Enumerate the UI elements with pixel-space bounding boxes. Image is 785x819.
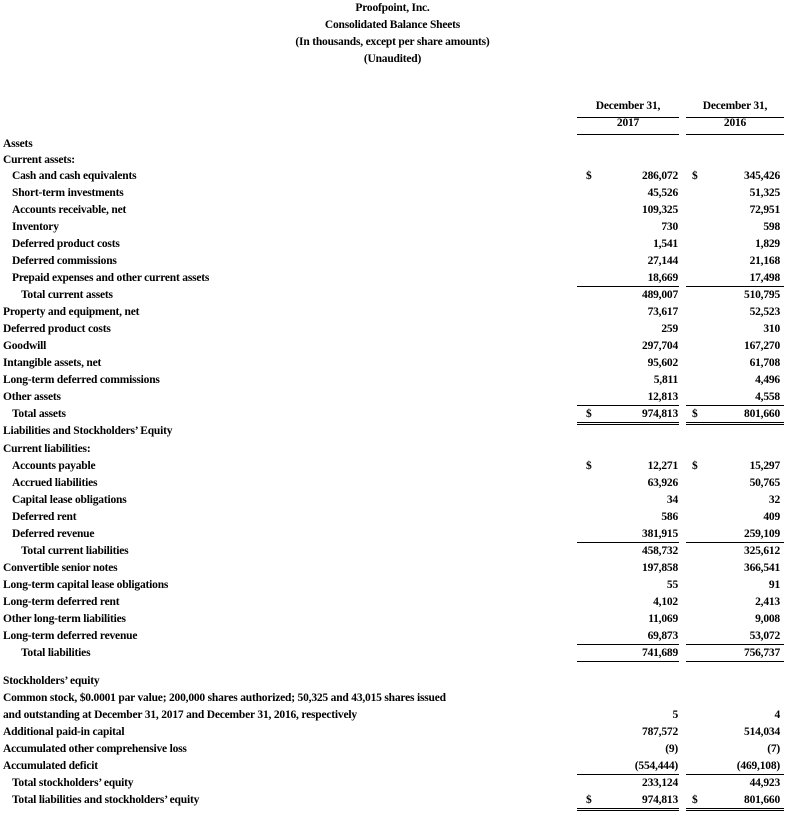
value-2016: 310 (763, 323, 780, 335)
value-2017: 458,732 (642, 545, 678, 557)
value-2016: 61,708 (749, 357, 780, 369)
subtotal-rule (686, 286, 784, 287)
row-label: Additional paid-in capital (3, 726, 125, 738)
value-2017: 233,124 (642, 777, 678, 789)
audit-note: (Unaudited) (363, 53, 422, 65)
value-2017: 197,858 (642, 562, 678, 574)
row-label: Total current assets (21, 289, 113, 301)
total-double-rule (686, 422, 784, 425)
table-row (0, 152, 785, 169)
table-row (0, 577, 785, 594)
company-name: Proofpoint, Inc. (355, 2, 430, 14)
row-label: Capital lease obligations (12, 494, 127, 506)
row-label: Deferred rent (12, 511, 77, 523)
table-row (0, 645, 785, 662)
row-label: Liabilities and Stockholders’ Equity (3, 425, 173, 437)
row-label: Goodwill (3, 340, 47, 352)
value-2016: 51,325 (749, 187, 780, 199)
row-label: Current assets: (3, 154, 75, 166)
table-row (0, 253, 785, 270)
value-2017: 109,325 (642, 204, 678, 216)
value-2016: 167,270 (744, 340, 780, 352)
value-2016: 15,297 (749, 460, 780, 472)
row-label: Convertible senior notes (3, 562, 118, 574)
subtotal-rule (577, 542, 679, 543)
value-2017: 12,271 (647, 460, 678, 472)
table-row (0, 475, 785, 492)
value-2017: 5 (672, 709, 678, 721)
table-row (0, 628, 785, 645)
table-row (0, 406, 785, 423)
value-2017: 73,617 (647, 306, 678, 318)
row-label: Accrued liabilities (12, 477, 98, 489)
row-label: Prepaid expenses and other current assets (12, 272, 210, 284)
value-2016: 801,660 (744, 794, 780, 806)
currency-symbol-2016: $ (692, 460, 698, 472)
value-2016: 91 (768, 579, 780, 591)
value-2017: 69,873 (647, 630, 678, 642)
table-row (0, 509, 785, 526)
value-2016: 510,795 (744, 289, 780, 301)
row-label: Other assets (3, 391, 61, 403)
table-row (0, 707, 785, 724)
value-2016: 17,498 (749, 272, 780, 284)
row-label: Common stock, $0.0001 par value; 200,000 shares authorized; 50,325 and 43,015 shares issued (3, 692, 446, 704)
table-row (0, 492, 785, 509)
column-year-2016: 2016 (723, 117, 747, 129)
value-2017: 5,811 (653, 374, 678, 386)
table-row (0, 372, 785, 389)
column-header-2016 (686, 100, 784, 112)
value-2017: 12,813 (647, 391, 678, 403)
value-2016: 9,008 (755, 613, 780, 625)
value-2017: 787,572 (642, 726, 678, 738)
currency-symbol-2017: $ (586, 460, 592, 472)
currency-symbol-2016: $ (692, 408, 698, 420)
value-2016: (469,108) (736, 760, 780, 772)
value-2017: 63,926 (647, 477, 678, 489)
currency-symbol-2017: $ (586, 794, 592, 806)
value-2017: 55 (666, 579, 678, 591)
table-row (0, 287, 785, 304)
column-header-2017-top: December 31, (595, 100, 661, 112)
table-row (0, 304, 785, 321)
total-double-rule (577, 808, 679, 811)
table-row (0, 543, 785, 560)
value-2016: 1,829 (755, 238, 780, 250)
table-row (0, 690, 785, 707)
row-label: Deferred commissions (12, 255, 117, 267)
row-label: and outstanding at December 31, 2017 and December 31, 2016, respectively (3, 709, 357, 721)
value-2016: 801,660 (744, 408, 780, 420)
value-2016: 345,426 (744, 170, 780, 182)
value-2016: 72,951 (749, 204, 780, 216)
value-2016: 53,072 (749, 630, 780, 642)
row-label: Total liabilities and stockholders’ equity (12, 794, 200, 806)
value-2016: 756,737 (744, 647, 780, 659)
value-2016: 44,923 (749, 777, 780, 789)
column-year-2017: 2017 (616, 117, 640, 129)
value-2017: 34 (666, 494, 678, 506)
table-row (0, 458, 785, 475)
value-2016: 52,523 (749, 306, 780, 318)
value-2016: 366,541 (744, 562, 780, 574)
value-2017: 27,144 (647, 255, 678, 267)
subtotal-rule (686, 644, 784, 645)
row-label: Property and equipment, net (3, 306, 140, 318)
table-row (0, 168, 785, 185)
table-row (0, 321, 785, 338)
row-label: Other long-term liabilities (3, 613, 126, 625)
total-double-rule (686, 808, 784, 811)
value-2016: 21,168 (749, 255, 780, 267)
value-2017: 45,526 (647, 187, 678, 199)
subtotal-rule (577, 774, 679, 775)
table-row (0, 270, 785, 287)
row-label: Inventory (12, 221, 59, 233)
value-2017: 297,704 (642, 340, 678, 352)
table-row (0, 423, 785, 440)
units-note: (In thousands, except per share amounts) (295, 36, 490, 48)
row-label: Short-term investments (12, 187, 124, 199)
value-2016: 50,765 (749, 477, 780, 489)
column-year-2016-rule (686, 134, 784, 135)
row-label: Accumulated deficit (3, 760, 98, 772)
row-label: Deferred product costs (3, 323, 111, 335)
value-2017: 489,007 (642, 289, 678, 301)
row-label: Cash and cash equivalents (12, 170, 137, 182)
currency-symbol-2017: $ (586, 170, 592, 182)
value-2016: 409 (763, 511, 780, 523)
subtotal-rule (686, 774, 784, 775)
row-label: Total liabilities (21, 647, 91, 659)
subtotal-rule (686, 405, 784, 406)
statement-title: Consolidated Balance Sheets (324, 19, 461, 31)
value-2017: (554,444) (634, 760, 678, 772)
total-double-rule (577, 422, 679, 425)
row-label: Deferred revenue (12, 528, 95, 540)
row-label: Stockholders’ equity (3, 675, 100, 687)
value-2016: 514,034 (744, 726, 780, 738)
subtotal-rule (686, 542, 784, 543)
value-2017: 1,541 (653, 238, 678, 250)
value-2016: 4 (774, 709, 780, 721)
table-row (0, 611, 785, 628)
value-2016: 4,558 (755, 391, 780, 403)
row-label: Assets (3, 138, 33, 150)
table-row (0, 758, 785, 775)
table-row (0, 792, 785, 809)
column-header-2016-top: December 31, (702, 100, 768, 112)
value-2016: 2,413 (755, 596, 780, 608)
table-row (0, 355, 785, 372)
row-label: Deferred product costs (12, 238, 120, 250)
table-row (0, 673, 785, 690)
subtotal-rule (577, 644, 679, 645)
table-row (0, 219, 785, 236)
table-row (0, 775, 785, 792)
row-label: Accumulated other comprehensive loss (3, 743, 187, 755)
value-2016: (7) (767, 743, 780, 755)
subtotal-rule (577, 661, 679, 662)
value-2016: 4,496 (755, 374, 780, 386)
table-row (0, 236, 785, 253)
subtotal-rule (686, 661, 784, 662)
value-2017: 286,072 (642, 170, 678, 182)
table-row (0, 338, 785, 355)
value-2017: 18,669 (647, 272, 678, 284)
row-label: Accounts payable (12, 460, 96, 472)
value-2017: 95,602 (647, 357, 678, 369)
row-label: Total assets (12, 408, 66, 420)
table-row (0, 526, 785, 543)
value-2017: 381,915 (642, 528, 678, 540)
column-year-2017-rule (577, 134, 679, 135)
currency-symbol-2017: $ (586, 408, 592, 420)
value-2016: 259,109 (744, 528, 780, 540)
value-2017: 259 (661, 323, 678, 335)
value-2017: 974,813 (642, 794, 678, 806)
value-2017: 741,689 (642, 647, 678, 659)
value-2016: 598 (763, 221, 780, 233)
row-label: Long-term deferred revenue (3, 630, 138, 642)
value-2016: 32 (768, 494, 780, 506)
row-label: Long-term deferred commissions (3, 374, 160, 386)
row-label: Long-term capital lease obligations (3, 579, 169, 591)
value-2016: 325,612 (744, 545, 780, 557)
table-row (0, 441, 785, 458)
subtotal-rule (577, 405, 679, 406)
row-label: Long-term deferred rent (3, 596, 120, 608)
value-2017: 730 (661, 221, 678, 233)
row-label: Total current liabilities (21, 545, 129, 557)
value-2017: 11,069 (648, 613, 678, 625)
table-row (0, 594, 785, 611)
table-row (0, 741, 785, 758)
row-label: Intangible assets, net (3, 357, 102, 369)
table-row (0, 202, 785, 219)
row-label: Current liabilities: (3, 443, 91, 455)
value-2017: 4,102 (653, 596, 678, 608)
value-2017: (9) (665, 743, 678, 755)
table-row (0, 136, 785, 153)
subtotal-rule (577, 286, 679, 287)
column-header-2017 (577, 100, 679, 112)
value-2017: 586 (661, 511, 678, 523)
row-label: Total stockholders’ equity (12, 777, 134, 789)
row-label: Accounts receivable, net (12, 204, 127, 216)
value-2017: 974,813 (642, 408, 678, 420)
table-row (0, 560, 785, 577)
currency-symbol-2016: $ (692, 170, 698, 182)
table-row (0, 724, 785, 741)
table-row (0, 185, 785, 202)
currency-symbol-2016: $ (692, 794, 698, 806)
table-row (0, 389, 785, 406)
